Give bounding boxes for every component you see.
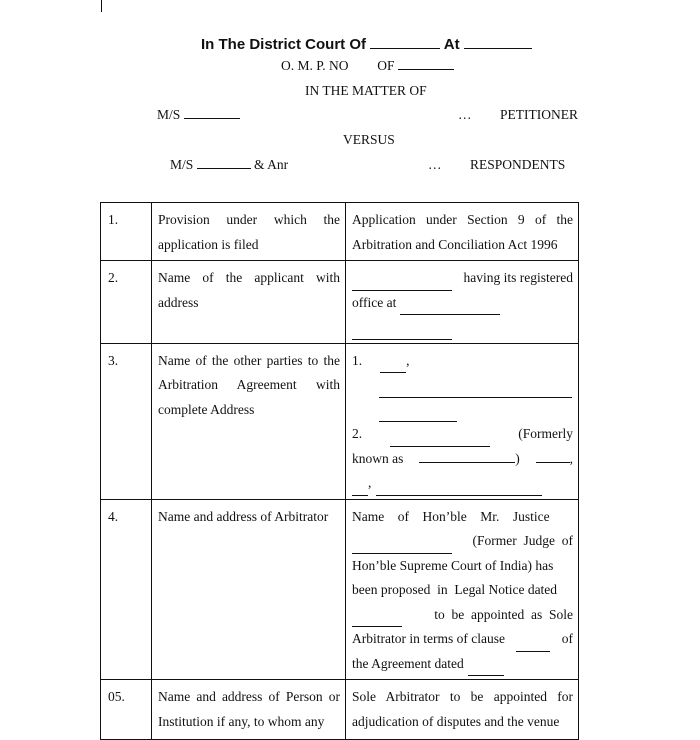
row-number: 05. [101, 680, 152, 740]
clause-number-blank [516, 639, 550, 652]
row-description: Provision under which the application is filed [152, 203, 346, 261]
office-at-text: office at [352, 294, 397, 310]
petitioner-dots: … [458, 107, 472, 122]
at-label: At [443, 36, 460, 53]
comma: , [569, 450, 573, 466]
table-row [101, 203, 579, 261]
court-place-blank [464, 37, 532, 49]
office-address-blank [400, 302, 500, 315]
respondent-dots: … [428, 157, 442, 172]
application-details-table [100, 202, 579, 740]
omp-year-blank [398, 58, 454, 70]
row-description: Name of the applicant with address [152, 261, 346, 344]
of-label: OF [377, 58, 395, 73]
petitioner-label: PETITIONER [500, 107, 578, 122]
row-value: Sole Arbitrator to be appointed for adjudication of disputes and the venue [346, 680, 579, 740]
respondents-label: RESPONDENTS [470, 157, 566, 172]
versus-label: VERSUS [343, 132, 395, 147]
row-description: Name of the other parties to the Arbitration Agreement with complete Address [152, 343, 346, 499]
registered-text: having its registered [463, 270, 573, 285]
comma: , [368, 475, 372, 490]
table-row [101, 499, 579, 680]
row-value [346, 343, 579, 499]
omp-line [281, 58, 454, 74]
respondent-name-blank [197, 157, 251, 169]
party-2-address-blank [376, 483, 542, 496]
table-row [101, 261, 579, 344]
respondent-prefix: M/S [170, 157, 194, 172]
court-title: In The District Court Of [201, 36, 366, 53]
row-value [346, 499, 579, 680]
legal-notice-text: been proposed in Legal Notice dated [352, 582, 558, 597]
party-2-addr-blank-a [352, 483, 368, 496]
page-edge-mark [101, 0, 102, 12]
agreement-date-blank [468, 663, 504, 676]
arbitrator-name-blank [352, 541, 452, 554]
appointed-text: to be appointed as Sole [434, 606, 573, 622]
formerly-text: (Formerly [518, 426, 573, 441]
petitioner-line [157, 107, 240, 123]
row-number: 2. [101, 261, 152, 344]
table-row [101, 343, 579, 499]
of-text: of [561, 631, 573, 646]
row-value: Application under Section 9 of the Arbitration and Conciliation Act 1996 [346, 203, 579, 261]
matter-heading: IN THE MATTER OF [305, 83, 427, 98]
former-name-blank [419, 450, 515, 463]
comma: , [406, 352, 410, 368]
paren-close: ) [515, 450, 520, 466]
party-1-number: 1. [352, 352, 363, 368]
row-value [346, 261, 579, 344]
respondent-line [170, 157, 288, 173]
party-1-name-blank [380, 360, 406, 373]
court-title-line [201, 36, 532, 53]
former-judge-text: (Former Judge of [472, 533, 573, 548]
omp-label: O. M. P. NO [281, 58, 349, 73]
row-number: 1. [101, 203, 152, 261]
clause-text: Arbitrator in terms of clause [352, 631, 505, 646]
row-number: 3. [101, 343, 152, 499]
party-2-number: 2. [352, 426, 363, 441]
party-2-name-blank [390, 434, 490, 447]
row-description: Name and address of Person or Institution if any, to whom any [152, 680, 346, 740]
party-1-address-blank-2 [379, 409, 457, 422]
arbitrator-name-text: Name of Hon’ble Mr. Justice [352, 508, 550, 524]
court-name-blank [370, 37, 440, 49]
petitioner-name-blank [184, 107, 240, 119]
agreement-date-text: the Agreement dated [352, 655, 464, 671]
petitioner-prefix: M/S [157, 107, 181, 122]
party-1-address-blank [379, 385, 572, 398]
row-description: Name and address of Arbitrator [152, 499, 346, 680]
row-number: 4. [101, 499, 152, 680]
notice-date-blank [352, 614, 402, 627]
party-2-blank [536, 450, 570, 463]
applicant-name-blank [352, 278, 452, 291]
supreme-court-text: Hon’ble Supreme Court of India) has [352, 557, 554, 573]
known-as-text: known as [352, 450, 404, 466]
office-address-blank-2 [352, 327, 452, 340]
and-anr-label: & Anr [254, 157, 289, 172]
table-row [101, 680, 579, 740]
